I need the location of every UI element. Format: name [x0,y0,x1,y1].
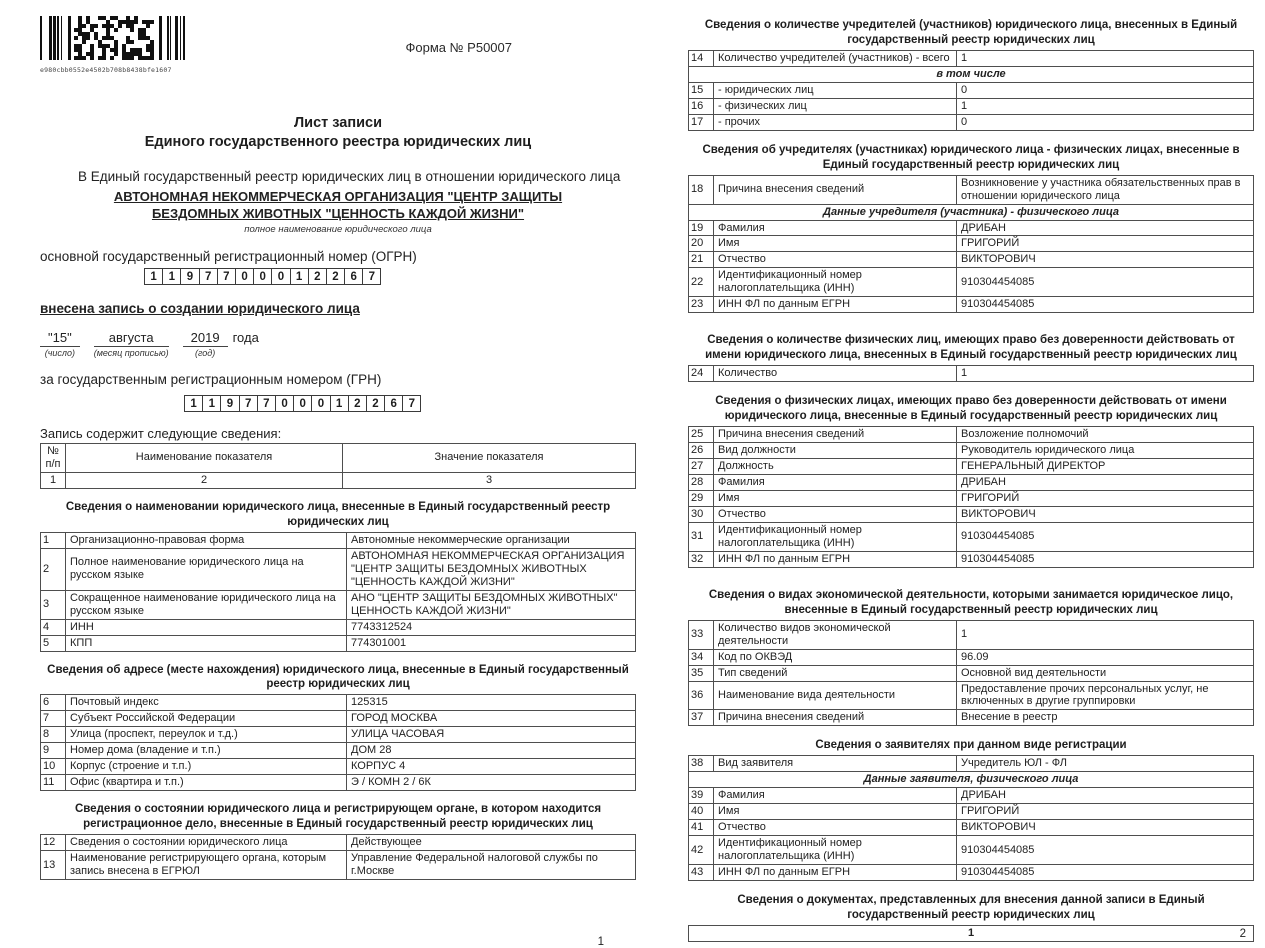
section-heading: Сведения о наименовании юридического лица, внесенные в Единый государственный реестр юридических лиц [65,500,611,528]
table-cell-label: Субъект Российской Федерации [66,711,347,727]
table-row [41,851,636,880]
table-cell-num: 14 [689,50,714,66]
table-cell-label: Количество [714,366,957,382]
col-header-name: Наименование показателя [66,444,343,473]
page-1 [40,14,636,948]
table-row [689,366,1254,382]
table-row [41,590,636,619]
table-row [689,175,1254,204]
table-cell-num: 34 [689,649,714,665]
table-row [689,252,1254,268]
table-row [41,444,636,473]
section-heading: Сведения об адресе (месте нахождения) юридического лица, внесенные в Единый государственный реестр юридических лиц [47,663,629,691]
section-heading: Сведения о заявителях при данном виде регистрации [815,739,1127,752]
digit-cell: 7 [257,396,275,411]
date-year-box [183,330,228,358]
page-number: 2 [1239,927,1246,940]
digit-cell: 0 [235,269,253,284]
table-row [41,695,636,711]
table-cell-label: Код по ОКВЭД [714,649,957,665]
digit-cell: 7 [239,396,257,411]
table-cell-num: 12 [41,835,66,851]
digit-cell: 6 [344,269,362,284]
digit-cell: 0 [253,269,271,284]
table-row [689,665,1254,681]
table-row [689,820,1254,836]
date-month-value: августа [94,330,169,347]
table-cell-num: 32 [689,551,714,567]
table-cell-val: Действующее [347,835,636,851]
table-merged-cell: в том числе [689,66,1254,82]
table-cell-val: 96.09 [957,649,1254,665]
table-cell-label: Имя [714,490,957,506]
page-number: 1 [597,935,604,948]
table-row [689,506,1254,522]
digit-cell: 1 [150,270,157,283]
table-cell-label: Должность [714,458,957,474]
table-row [689,788,1254,804]
section-table-wrap [688,620,1254,727]
table-cell-label: Причина внесения сведений [714,175,957,204]
table-cell-val: 910304454085 [957,836,1254,865]
table-cell-val: 774301001 [347,635,636,651]
barcode [40,16,192,74]
grn-digit-boxes [184,395,421,412]
table-cell-label: Корпус (строение и т.п.) [66,759,347,775]
table-cell-val: ДРИБАН [957,220,1254,236]
table-cell-num: 22 [689,268,714,297]
table-cell-val: Возложение полномочий [957,427,1254,443]
digit-cell: 1 [190,397,197,410]
digit-cell: 0 [293,396,311,411]
section-table-wrap [40,532,636,652]
table-cell-num: 20 [689,236,714,252]
intro-text: В Единый государственный реестр юридических лиц в отношении юридического лица [78,168,621,184]
table-cell-num: 8 [41,727,66,743]
data-table [688,50,1254,131]
digit-cell: 7 [217,269,235,284]
section-table-wrap [688,365,1254,382]
digit-cell: 2 [308,269,326,284]
table-row [41,532,636,548]
table-cell-label: - прочих [714,114,957,130]
table-row [689,458,1254,474]
table-cell-label: Имя [714,236,957,252]
table-cell-val: 910304454085 [957,297,1254,313]
section-activities [688,588,1254,727]
org-name-line-2 [40,205,636,223]
digit-cell: 6 [384,396,402,411]
table-cell-num: 43 [689,865,714,881]
col-header-num: № п/п [41,444,66,473]
table-cell-label: Идентификационный номер налогоплательщика (ИНН) [714,522,957,551]
table-cell-val: АНО "ЦЕНТР ЗАЩИТЫ БЕЗДОМНЫХ ЖИВОТНЫХ" ЦЕННОСТЬ КАЖДОЙ ЖИЗНИ" [347,590,636,619]
table-cell-label: Наименование вида деятельности [714,681,957,710]
table-cell-label: Вид заявителя [714,756,957,772]
table-cell-num: 16 [689,98,714,114]
table-cell-val: ДОМ 28 [347,743,636,759]
section-table-wrap [688,50,1254,131]
table-cell-label: Сокращенное наименование юридического лица на русском языке [66,590,347,619]
table-cell-val: ГРИГОРИЙ [957,236,1254,252]
table-cell-val: Основной вид деятельности [957,665,1254,681]
table-row [41,743,636,759]
table-row [689,756,1254,772]
table-cell-val: ВИКТОРОВИЧ [957,252,1254,268]
table-cell-num: 36 [689,681,714,710]
ogrn-digit-boxes [144,268,381,285]
table-row [41,548,636,590]
form-number-label: Форма № Р50007 [405,40,512,55]
table-cell-num: 41 [689,820,714,836]
table-cell-label: Отчество [714,820,957,836]
table-cell-val: ГРИГОРИЙ [957,804,1254,820]
section-table-wrap [688,925,1254,942]
section-heading: Сведения о физических лицах, имеющих право без доверенности действовать от имени юридического лица, внесенные в Единый государственный реестр юридических лиц [715,395,1227,423]
table-cell-val: ВИКТОРОВИЧ [957,506,1254,522]
table-cell-num: 25 [689,427,714,443]
table-cell-num: 5 [41,635,66,651]
section-table-wrap [688,755,1254,881]
section-heading: Сведения о состоянии юридического лица и регистрирующем органе, в котором находится регистрационное дело, внесенные в Единый государственный реестр юридических лиц [74,803,602,831]
table-row [689,82,1254,98]
table-cell-label: Сведения о состоянии юридического лица [66,835,347,851]
table-cell-val: ДРИБАН [957,474,1254,490]
title-line-2: Единого государственного реестра юридических лиц [144,133,532,150]
table-cell-label: Имя [714,804,957,820]
date-day [40,330,80,358]
table-row [689,522,1254,551]
section-heading: Сведения о видах экономической деятельности, которыми занимается юридическое лицо, внесенные в Единый государственный реестр юридических лиц [708,588,1234,616]
table-row [689,865,1254,881]
table-cell-label: ИНН [66,619,347,635]
section-persons-details [688,394,1254,568]
col-index-num: 1 [41,472,66,488]
digit-cell: 9 [220,396,238,411]
table-row [41,711,636,727]
table-cell-val: 7743312524 [347,619,636,635]
digit-cell: 9 [180,269,198,284]
table-cell-label: Отчество [714,506,957,522]
section-table-wrap [688,426,1254,568]
table-row [41,635,636,651]
table-cell-label: Причина внесения сведений [714,427,957,443]
table-cell-label: Фамилия [714,220,957,236]
table-cell-num: 27 [689,458,714,474]
table-cell-label: Идентификационный номер налогоплательщика (ИНН) [714,836,957,865]
record-contains-label: Запись содержит следующие сведения: [40,426,282,441]
document-title [40,114,636,152]
table-cell-label: Полное наименование юридического лица на русском языке [66,548,347,590]
table-cell-num: 40 [689,804,714,820]
table-cell-label: Количество видов экономической деятельности [714,620,957,649]
table-cell-num: 29 [689,490,714,506]
col-index-name: 2 [66,472,343,488]
table-row [689,804,1254,820]
org-name-text-1: АВТОНОМНАЯ НЕКОММЕРЧЕСКАЯ ОРГАНИЗАЦИЯ "ЦЕНТР ЗАЩИТЫ [113,188,563,204]
col-index-value: 3 [343,472,636,488]
table-cell-label: Улица (проспект, переулок и т.д.) [66,727,347,743]
section-founders-count [688,18,1254,131]
table-cell-num: 19 [689,220,714,236]
table-row [689,443,1254,459]
table-merged-cell: Данные заявителя, физического лица [689,772,1254,788]
title-line-1: Лист записи [293,115,382,131]
record-heading: внесена запись о создании юридического лица [40,301,360,316]
table-cell-num: 28 [689,474,714,490]
data-table [40,834,636,880]
digit-cell: 7 [362,269,380,284]
digit-cell: 2 [348,396,366,411]
table-merged-cell: Данные учредителя (участника) - физического лица [689,204,1254,220]
table-cell-val: Управление Федеральной налоговой службы по г.Москве [347,851,636,880]
table-row [41,472,636,488]
table-cell-label: Наименование регистрирующего органа, которым запись внесена в ЕГРЮЛ [66,851,347,880]
section-name-info [40,500,636,652]
table-cell-val: ДРИБАН [957,788,1254,804]
table-cell-num: 10 [41,759,66,775]
table-row [689,474,1254,490]
table-cell-val: 1 [957,620,1254,649]
table-cell-num: 33 [689,620,714,649]
data-table [688,175,1254,314]
table-cell-num: 4 [41,619,66,635]
data-table [688,755,1254,881]
table-cell-num: 15 [689,82,714,98]
table-cell-num: 13 [41,851,66,880]
table-cell-val: АВТОНОМНАЯ НЕКОММЕРЧЕСКАЯ ОРГАНИЗАЦИЯ "ЦЕНТР ЗАЩИТЫ БЕЗДОМНЫХ ЖИВОТНЫХ "ЦЕННОСТЬ КАЖДОЙ ЖИЗНИ" [347,548,636,590]
table-cell-label: Организационно-правовая форма [66,532,347,548]
table-cell-val: ГРИГОРИЙ [957,490,1254,506]
table-cell-num: 42 [689,836,714,865]
date-day-caption: (число) [44,348,75,358]
date-year-value: 2019 [183,330,228,347]
table-cell-label: ИНН ФЛ по данным ЕГРН [714,551,957,567]
table-cell-val: ВИКТОРОВИЧ [957,820,1254,836]
table-cell-num: 7 [41,711,66,727]
table-cell-val: УЛИЦА ЧАСОВАЯ [347,727,636,743]
table-cell-num: 37 [689,710,714,726]
table-cell-label: Фамилия [714,474,957,490]
table-row [689,620,1254,649]
table-cell-val: 910304454085 [957,551,1254,567]
table-cell-num: 24 [689,366,714,382]
table-cell-num: 38 [689,756,714,772]
table-row [689,66,1254,82]
table-cell-val: ГОРОД МОСКВА [347,711,636,727]
table-row [689,772,1254,788]
indicators-header-table [40,443,636,489]
table-row [689,297,1254,313]
table-merged-cell: 1 [689,925,1254,941]
table-row [689,710,1254,726]
table-row [41,727,636,743]
intro-paragraph [40,168,636,186]
table-cell-num: 9 [41,743,66,759]
organization-name [40,188,636,223]
table-cell-val: КОРПУС 4 [347,759,636,775]
table-cell-val: 1 [957,50,1254,66]
table-cell-num: 23 [689,297,714,313]
table-cell-label: Фамилия [714,788,957,804]
table-row [689,114,1254,130]
table-row [41,759,636,775]
date-year [183,330,259,358]
data-table [688,925,1254,942]
digit-cell: 1 [290,269,308,284]
digit-cell: 2 [326,269,344,284]
table-row [689,220,1254,236]
table-row [689,268,1254,297]
table-cell-label: КПП [66,635,347,651]
table-cell-val: 1 [957,98,1254,114]
table-cell-val: 910304454085 [957,865,1254,881]
table-cell-label: Отчество [714,252,957,268]
date-month-caption: (месяц прописью) [93,348,169,358]
table-cell-label: - физических лиц [714,98,957,114]
table-cell-val: 910304454085 [957,268,1254,297]
table-cell-label: Тип сведений [714,665,957,681]
digit-cell: 7 [402,396,420,411]
digit-cell: 0 [271,269,289,284]
table-cell-label: Причина внесения сведений [714,710,957,726]
table-cell-val: Предоставление прочих персональных услуг, не включенных в другие группировки [957,681,1254,710]
table-cell-num: 11 [41,775,66,791]
date-day-value: "15" [40,330,80,347]
date-year-caption: (год) [194,348,216,358]
table-cell-val: 0 [957,82,1254,98]
table-cell-val: 1 [957,366,1254,382]
table-row [689,204,1254,220]
digit-cell: 0 [275,396,293,411]
table-row [689,236,1254,252]
table-cell-label: Номер дома (владение и т.п.) [66,743,347,759]
section-documents [688,893,1254,942]
table-cell-val: Учредитель ЮЛ - ФЛ [957,756,1254,772]
table-cell-num: 6 [41,695,66,711]
table-row [689,551,1254,567]
table-cell-num: 30 [689,506,714,522]
section-table-wrap [40,694,636,791]
data-table [688,426,1254,568]
digit-cell: 2 [366,396,384,411]
table-cell-label: Вид должности [714,443,957,459]
table-cell-label: Почтовый индекс [66,695,347,711]
table-row [41,619,636,635]
section-heading: Сведения о количестве физических лиц, имеющих право без доверенности действовать от имени юридического лица, внесенных в Единый государственный реестр юридических лиц [705,334,1237,362]
data-table [40,532,636,652]
table-cell-num: 17 [689,114,714,130]
table-cell-label: Офис (квартира и т.п.) [66,775,347,791]
table-row [689,681,1254,710]
table-cell-label: ИНН ФЛ по данным ЕГРН [714,865,957,881]
table-row [689,427,1254,443]
org-name-text-2: БЕЗДОМНЫХ ЖИВОТНЫХ "ЦЕННОСТЬ КАЖДОЙ ЖИЗНИ" [151,206,525,222]
barcode-svg [40,16,190,60]
section-heading: Сведения о количестве учредителей (участников) юридического лица, внесенных в Единый государственный реестр юридических лиц [704,19,1238,46]
table-row [689,50,1254,66]
section-heading: Сведения об учредителях (участниках) юридического лица - физических лицах, внесенные в Единый государственный реестр юридических лиц [702,143,1240,171]
page-2 [688,14,1254,942]
org-name-caption: полное наименование юридического лица [244,224,432,235]
data-table [688,365,1254,382]
table-cell-num: 18 [689,175,714,204]
table-cell-num: 26 [689,443,714,459]
digit-cell: 0 [311,396,329,411]
table-row [689,925,1254,941]
section-heading: Сведения о документах, представленных для внесения данной записи в Единый государственный реестр юридических лиц [737,894,1205,922]
date-year-suffix: года [232,330,259,345]
table-cell-val: Руководитель юридического лица [957,443,1254,459]
col-header-value: Значение показателя [343,444,636,473]
table-cell-num: 31 [689,522,714,551]
section-address-info [40,663,636,792]
table-row [689,490,1254,506]
table-cell-num: 3 [41,590,66,619]
table-cell-val: 910304454085 [957,522,1254,551]
table-cell-val: 0 [957,114,1254,130]
ogrn-label: основной государственный регистрационный номер (ОГРН) [40,249,417,264]
section-applicants [688,738,1254,881]
table-row [41,835,636,851]
table-row [689,649,1254,665]
table-cell-num: 35 [689,665,714,681]
digit-cell: 1 [162,269,180,284]
data-table [688,620,1254,727]
table-cell-label: Количество учредителей (участников) - всего [714,50,957,66]
table-cell-label: Идентификационный номер налогоплательщика (ИНН) [714,268,957,297]
grn-label: за государственным регистрационным номером (ГРН) [40,372,382,387]
table-cell-label: - юридических лиц [714,82,957,98]
table-cell-val: Э / КОМН 2 / 6К [347,775,636,791]
date-month [94,330,169,358]
table-cell-val: 125315 [347,695,636,711]
table-cell-val: Внесение в реестр [957,710,1254,726]
table-cell-val: Автономные некоммерческие организации [347,532,636,548]
table-cell-num: 1 [41,532,66,548]
table-cell-num: 21 [689,252,714,268]
table-cell-num: 2 [41,548,66,590]
record-date [40,330,636,358]
section-persons-count [688,333,1254,382]
table-cell-val: ГЕНЕРАЛЬНЫЙ ДИРЕКТОР [957,458,1254,474]
barcode-hash-text: e980cbb0552e4502b708b8438bfe1607 [40,66,172,74]
table-cell-val: Возникновение у участника обязательственных прав в отношении юридического лица [957,175,1254,204]
date-year-wrap [183,330,259,358]
barcode-graphic [40,16,192,65]
table-row [689,98,1254,114]
table-row [689,836,1254,865]
section-founders-details [688,143,1254,314]
digit-cell: 1 [330,396,348,411]
data-table [40,694,636,791]
table-cell-label: ИНН ФЛ по данным ЕГРН [714,297,957,313]
org-name-line-1 [40,188,636,206]
table-row [41,775,636,791]
page1-header [40,16,636,74]
digit-cell: 1 [202,396,220,411]
digit-cell: 7 [199,269,217,284]
section-state-info [40,802,636,880]
section-table-wrap [40,834,636,880]
table-cell-num: 39 [689,788,714,804]
section-table-wrap [688,175,1254,314]
